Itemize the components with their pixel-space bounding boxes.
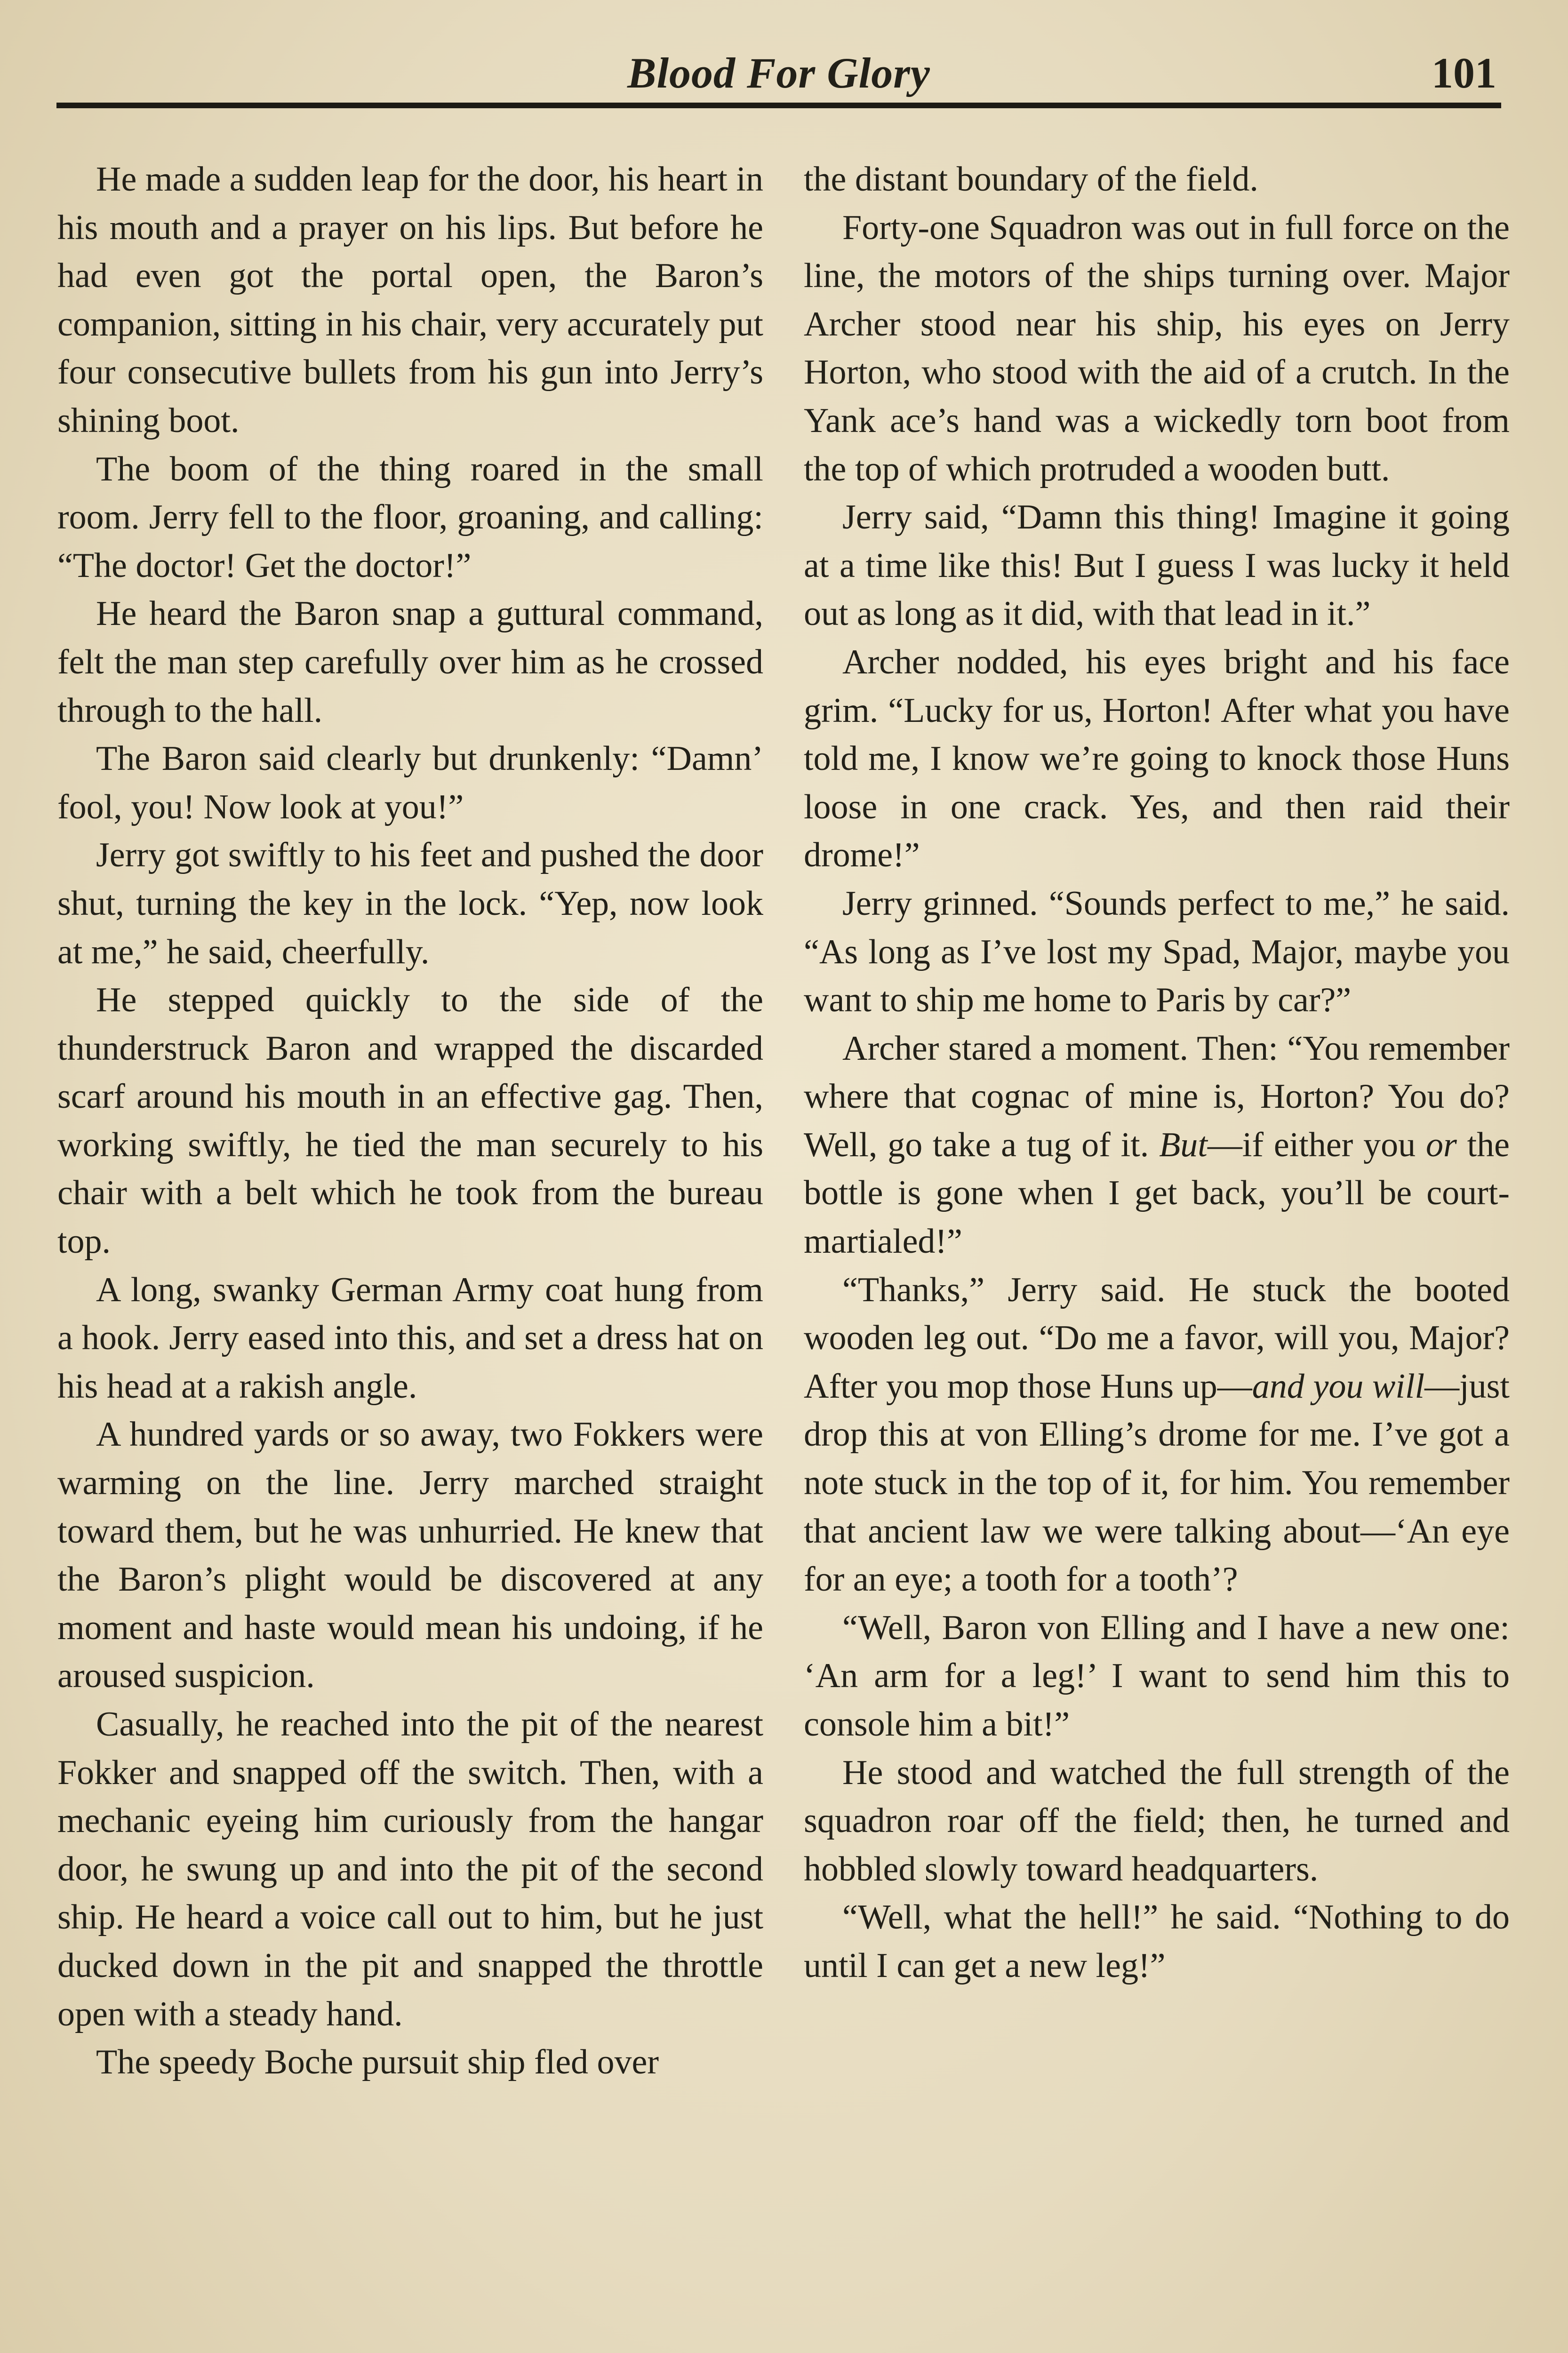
paragraph bbox=[57, 590, 763, 735]
paragraph bbox=[57, 831, 763, 976]
paragraph bbox=[804, 1024, 1510, 1266]
paragraph bbox=[804, 1893, 1510, 1990]
text-run: the bottle is gone when I get back, you’ll be court-martialed!” bbox=[804, 1125, 1510, 1261]
text-run: A hundred yards or so away, two Fokkers were warming on the line. Jerry marched straight toward them, but he was unhurried. He knew that the Baron’s plight would be discovered at any moment and haste would mean his undoing, if he aroused suspicion. bbox=[57, 1415, 763, 1696]
text-run: Jerry said, “Damn this thing! Imagine it going at a time like this! But I guess I was lucky it held out as long as it did, with that lead in it.” bbox=[804, 498, 1510, 633]
paragraph bbox=[57, 1410, 763, 1700]
paragraph bbox=[804, 493, 1510, 638]
page-number: 101 bbox=[1432, 49, 1496, 97]
text-run: —just drop this at von Elling’s drome for me. I’ve got a note stuck in the top of it, for him. You remember that ancient law we were talking about—‘An eye for an eye; a tooth for a tooth’? bbox=[804, 1367, 1510, 1599]
text-run: He made a sudden leap for the door, his heart in his mouth and a prayer on his lips. But before he had even got the portal open, the Baron’s companion, sitting in his chair, very accurately put four consecutive bullets from his gun into Jerry’s shining boot. bbox=[57, 160, 763, 440]
text-run: The boom of the thing roared in the small room. Jerry fell to the floor, groaning, and calling: “The doctor! Get the doctor!” bbox=[57, 449, 763, 585]
text-run: Archer nodded, his eyes bright and his face grim. “Lucky for us, Horton! After what you have told me, I know we’re going to knock those Huns loose in one crack. Yes, and then raid their drome!” bbox=[804, 642, 1510, 875]
paragraph bbox=[804, 638, 1510, 880]
italic-text: and you will bbox=[1252, 1367, 1425, 1406]
paragraph bbox=[804, 880, 1510, 1024]
italic-text: But bbox=[1159, 1125, 1208, 1164]
paragraph bbox=[57, 2038, 763, 2087]
paragraph bbox=[804, 1749, 1510, 1894]
header-rule bbox=[56, 103, 1501, 108]
text-run: “Well, what the hell!” he said. “Nothing to do until I can get a new leg!” bbox=[804, 1898, 1510, 1985]
page-header bbox=[56, 42, 1501, 104]
paragraph bbox=[804, 1266, 1510, 1604]
text-run: Jerry grinned. “Sounds perfect to me,” he said. “As long as I’ve lost my Spad, Major, maybe you want to ship me home to Paris by car?” bbox=[804, 884, 1510, 1020]
text-run: “Thanks,” Jerry said. He stuck the booted wooden leg out. “Do me a favor, will you, Major? After you mop those Huns up— bbox=[804, 1270, 1510, 1406]
text-run: Casually, he reached into the pit of the nearest Fokker and snapped off the switch. Then, with a mechanic eyeing him curiously from the hangar door, he swung up and into the pit of the second ship. He heard a voice call out to him, but he just ducked down in the pit and snapped the throttle open with a steady hand. bbox=[57, 1705, 763, 2033]
text-run: A long, swanky German Army coat hung from a hook. Jerry eased into this, and set a dress hat on his head at a rakish angle. bbox=[57, 1270, 763, 1406]
paragraph bbox=[57, 1266, 763, 1411]
paragraph bbox=[57, 976, 763, 1266]
paragraph bbox=[57, 735, 763, 831]
italic-text: or bbox=[1425, 1125, 1457, 1164]
paragraph bbox=[57, 1700, 763, 2038]
text-run: the distant boundary of the field. bbox=[804, 160, 1258, 199]
paragraph bbox=[57, 155, 763, 445]
paragraph bbox=[57, 445, 763, 590]
text-run: He heard the Baron snap a guttural command, felt the man step carefully over him as he crossed through to the hall. bbox=[57, 594, 763, 730]
text-run: He stood and watched the full strength of the squadron roar off the field; then, he turned and hobbled slowly toward headquarters. bbox=[804, 1753, 1510, 1889]
text-run: The Baron said clearly but drunkenly: “Damn’ fool, you! Now look at you!” bbox=[57, 739, 763, 826]
paragraph bbox=[804, 204, 1510, 494]
paragraph bbox=[804, 1604, 1510, 1749]
text-run: He stepped quickly to the side of the thunderstruck Baron and wrapped the discarded scarf around his mouth in an effective gag. Then, working swiftly, he tied the man securely to his chair with a belt which he took from the bureau top. bbox=[57, 981, 763, 1261]
text-run: Forty-one Squadron was out in full force on the line, the motors of the ships turning over. Major Archer stood near his ship, his eyes on Jerry Horton, who stood with the aid of a crutch. In the Yank ace’s hand was a wickedly torn boot from the top of which protruded a wooden butt. bbox=[804, 208, 1510, 488]
text-run: The speedy Boche pursuit ship fled over bbox=[96, 2043, 659, 2082]
text-run: Archer stared a moment. Then: “You remember where that cognac of mine is, Horton? You do? Well, go take a tug of it. bbox=[804, 1029, 1510, 1164]
right-text-column bbox=[804, 155, 1510, 2353]
text-run: “Well, Baron von Elling and I have a new one: ‘An arm for a leg!’ I want to send him this to console him a bit!” bbox=[804, 1608, 1510, 1744]
running-title: Blood For Glory bbox=[627, 49, 930, 97]
paragraph bbox=[804, 155, 1510, 204]
text-run: —if either you bbox=[1207, 1125, 1426, 1164]
left-text-column bbox=[57, 155, 763, 2353]
text-run: Jerry got swiftly to his feet and pushed the door shut, turning the key in the lock. “Yep, now look at me,” he said, cheerfully. bbox=[57, 836, 763, 971]
